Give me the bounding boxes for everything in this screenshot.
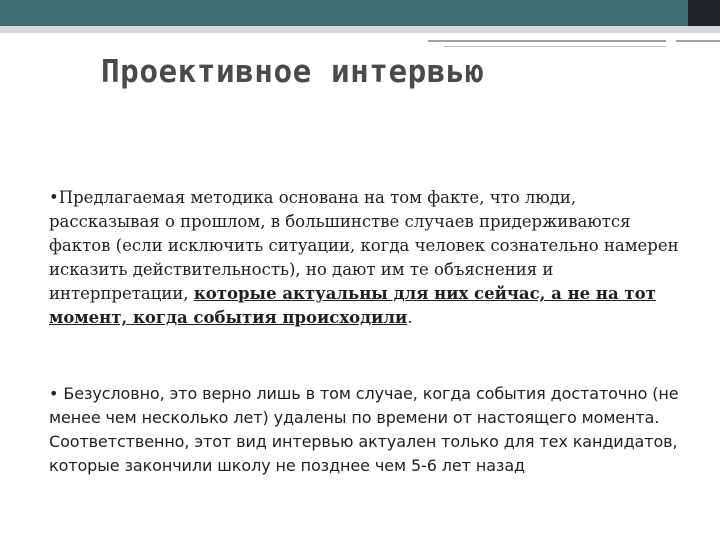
header-band-gray [0,26,720,33]
body-paragraph-1 [49,186,689,330]
header-band-teal [0,0,688,26]
paragraph-1-text: •Предлагаемая методика основана на том факте, что люди, рассказывая о прошлом, в большинстве случаев придерживаются фактов (если исключить ситуации, когда человек сознательно намерен исказить действительность), но дают им те объяснения и интерпретации, [49,188,679,303]
body-paragraph-2: • Безусловно, это верно лишь в том случае, когда события достаточно (не менее чем несколько лет) удалены по времени от настоящего момента. Соответственно, этот вид интервью актуален только для тех кандидатов, которые закончили школу не позднее чем 5-6 лет назад [49,384,679,475]
header-band-dark [688,0,720,26]
slide-title: Проективное интервью [101,54,485,90]
paragraph-1-emphasis: которые актуальны для них сейчас, а не на тот момент, когда события происходили [49,284,656,327]
decorative-rule-3 [444,46,666,47]
decorative-rule-2 [676,40,720,42]
paragraph-1-end: . [407,308,413,327]
decorative-rule-1 [428,40,666,42]
